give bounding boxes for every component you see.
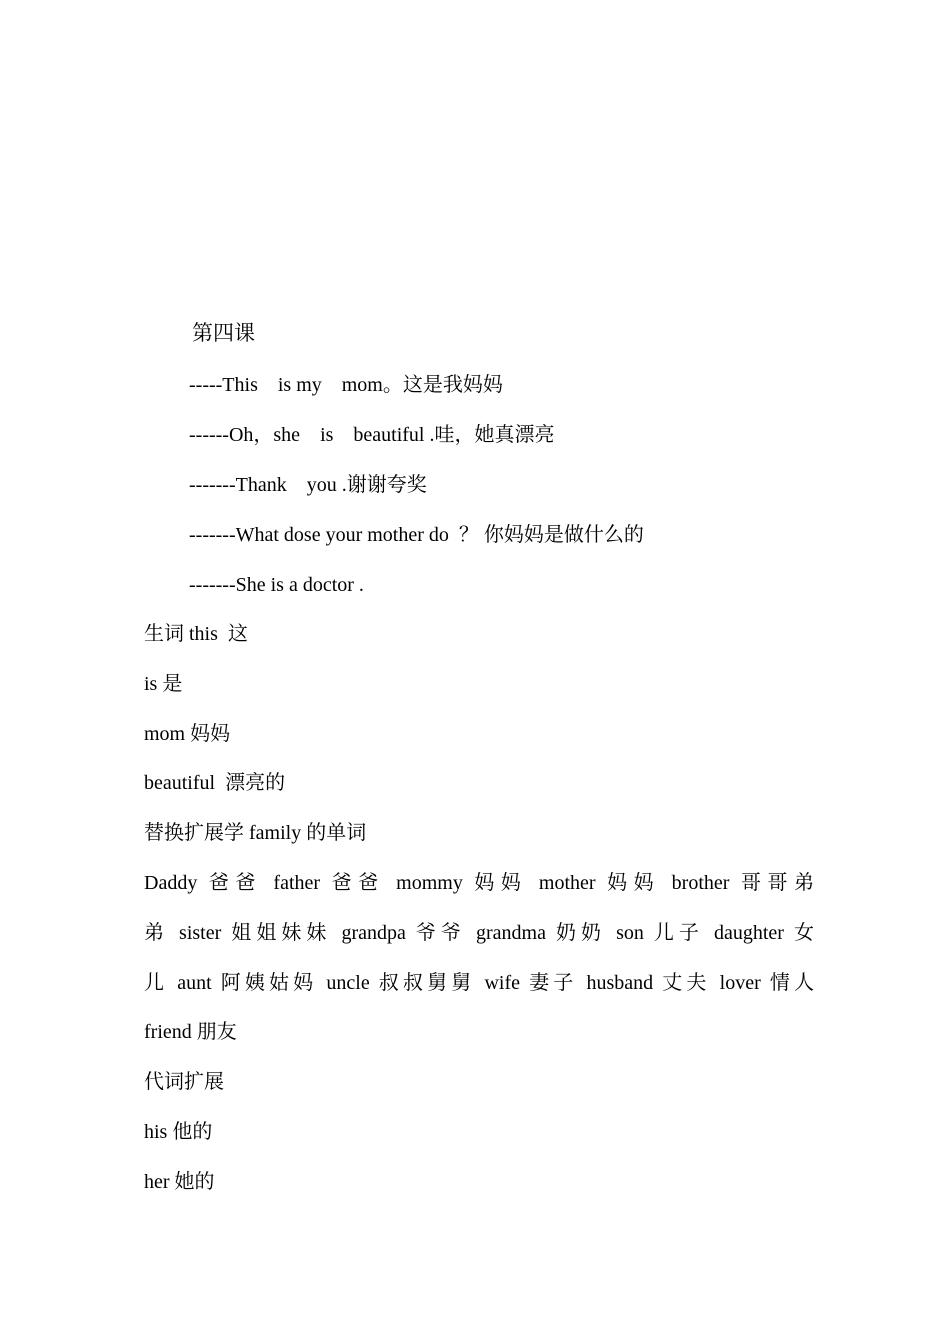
pronouns-heading: 代词扩展 [144,1071,224,1093]
lesson-title: 第四课 [192,321,255,345]
dialogue-line: -------What dose your mother do ？ 你妈妈是做什么的 [189,524,644,546]
vocabulary-item: beautiful 漂亮的 [144,772,286,794]
vocabulary-item: mom 妈妈 [144,723,231,745]
family-words-line: 弟 sister 姐姐妹妹 grandpa 爷爷 grandma 奶奶 son 儿子 daughter 女 [144,922,814,944]
dialogue-line: ------Oh，she is beautiful .哇，她真漂亮 [189,424,555,446]
dialogue-line: -----This is my mom。这是我妈妈 [189,374,503,396]
pronoun-item: his 他的 [144,1121,213,1143]
dialogue-line: -------Thank you .谢谢夸奖 [189,474,427,496]
family-words-line: 儿 aunt 阿姨姑妈 uncle 叔叔舅舅 wife 妻子 husband 丈夫 lover 情人 [144,972,814,994]
family-words-line: friend 朋友 [144,1021,237,1043]
vocabulary-heading: 生词 this 这 [144,623,248,645]
family-words-heading: 替换扩展学 family 的单词 [144,822,367,844]
pronoun-item: her 她的 [144,1171,215,1193]
dialogue-line: -------She is a doctor . [189,574,364,596]
vocabulary-item: is 是 [144,673,183,695]
family-words-line: Daddy 爸爸 father 爸爸 mommy 妈妈 mother 妈妈 brother 哥哥弟 [144,872,814,894]
